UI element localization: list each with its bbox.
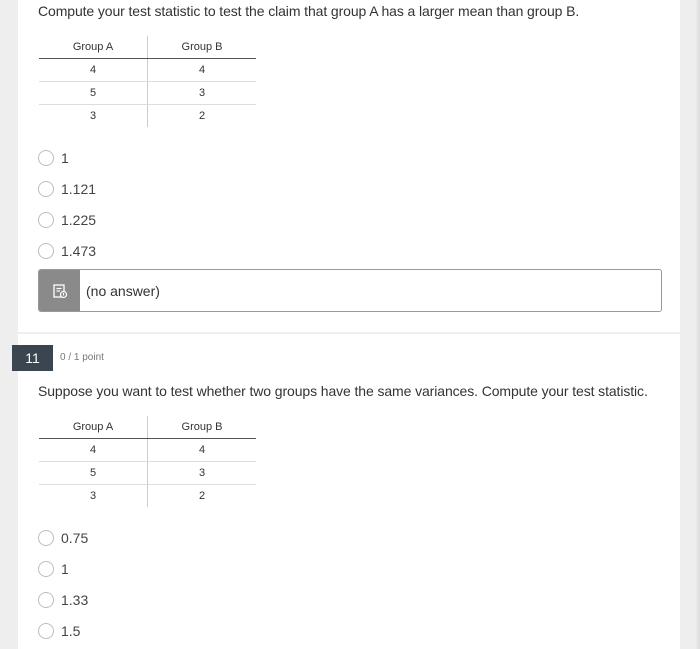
cell-group-b: 4 [148,59,257,82]
radio-button[interactable] [38,561,54,577]
question-11-data-table [39,416,256,507]
q10-option-1[interactable] [38,148,69,168]
option-label: 1.473 [61,243,97,259]
cell-group-b: 3 [148,462,257,485]
q11-option-1[interactable] [38,528,88,548]
q11-option-4[interactable] [38,621,80,641]
header-group-a: Group A [39,416,148,439]
table-row [39,82,256,105]
cell-group-a: 4 [39,59,148,82]
cell-group-b: 2 [198,490,206,502]
cell-group-b: 4 [148,439,257,462]
option-label: 1 [61,150,69,166]
cell-group-a: 5 [39,82,148,105]
table-row [39,439,256,462]
radio-button[interactable] [38,150,54,166]
question-10-data-table [39,36,256,127]
q11-option-3[interactable] [38,590,88,610]
page-scroll-edge [694,0,700,649]
q10-option-2[interactable] [38,179,96,199]
q11-option-2[interactable] [38,559,69,579]
table-row [39,485,256,508]
cell-group-a: 4 [39,439,148,462]
question-10-prompt: Compute your test statistic to test the claim that group A has a larger mean than group B. [38,3,580,19]
radio-button[interactable] [38,592,54,608]
q10-option-4[interactable] [38,241,96,261]
radio-button[interactable] [38,212,54,228]
header-group-a: Group A [39,36,148,59]
q10-option-3[interactable] [38,210,96,230]
header-group-b: Group B [148,416,257,439]
table-row [39,462,256,485]
cell-group-a: 3 [39,485,148,508]
option-label: 1.225 [61,212,97,228]
option-label: 0.75 [61,530,89,546]
radio-button[interactable] [38,530,54,546]
table-row [39,105,256,128]
option-label: 1.5 [61,623,81,639]
cell-group-a: 3 [39,105,148,128]
table-header-row [39,36,256,59]
result-document-icon-glyph [52,283,68,299]
result-document-icon [39,270,80,311]
radio-button[interactable] [38,243,54,259]
table-row [39,59,256,82]
radio-button[interactable] [38,623,54,639]
answer-result-box [38,269,662,312]
table-header-row [39,416,256,439]
cell-group-b: 3 [148,82,257,105]
cell-group-a: 5 [39,462,148,485]
header-group-b: Group B [148,36,257,59]
question-11-prompt: Suppose you want to test whether two groups have the same variances. Compute your test statistic. [38,383,648,399]
question-points: 0 / 1 point [60,352,104,363]
radio-button[interactable] [38,181,54,197]
answer-value: (no answer) [86,282,160,299]
question-number-badge: 11 [12,345,53,371]
option-label: 1.121 [61,181,97,197]
option-label: 1.33 [61,592,89,608]
option-label: 1 [61,561,69,577]
cell-group-b: 2 [198,110,206,122]
